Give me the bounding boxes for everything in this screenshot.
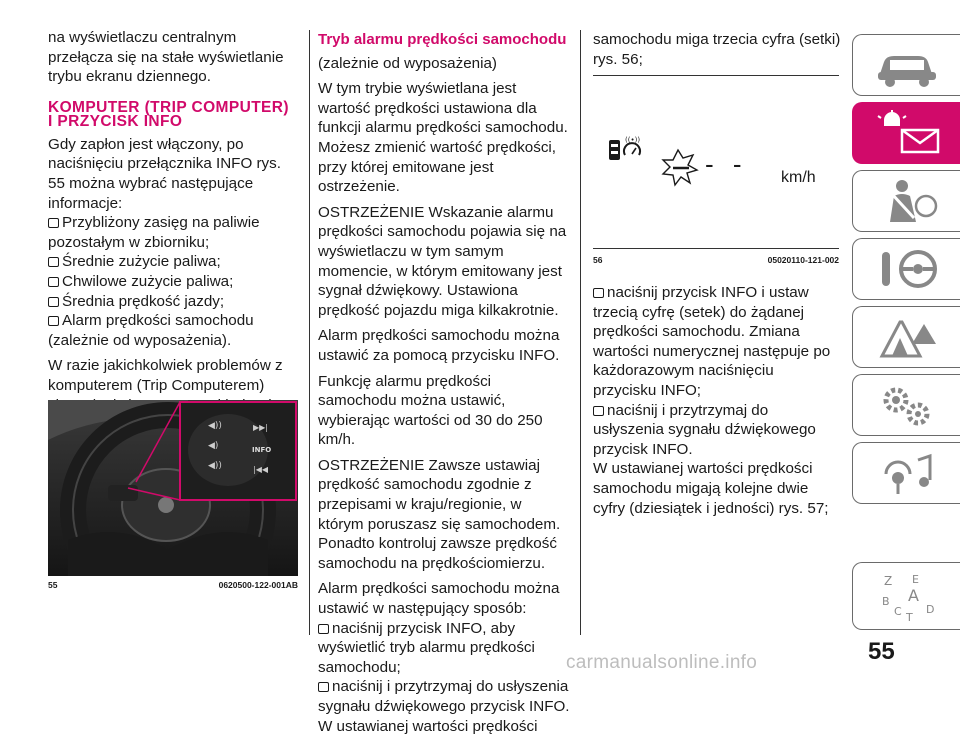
list-item: naciśnij i przytrzymaj do usłyszenia sygnału dźwiękowego przycisk INFO.: [318, 678, 570, 715]
bullet-icon: [48, 316, 59, 326]
steering-wheel-photo: [48, 400, 298, 576]
svg-text:◀)): ◀)): [208, 421, 222, 431]
svg-text:Z: Z: [883, 574, 892, 588]
figure-caption: [48, 580, 298, 590]
tab-maintenance[interactable]: [852, 374, 960, 436]
tab-multimedia[interactable]: [852, 442, 960, 504]
bullet-icon: [48, 277, 59, 287]
svg-text:C: C: [893, 605, 902, 618]
bullet-list: [593, 283, 841, 459]
bullet-icon: [318, 682, 329, 692]
figure-top-rule: [593, 75, 839, 76]
svg-text:B: B: [881, 595, 890, 608]
bullet-icon: [48, 218, 59, 228]
svg-text:E: E: [911, 573, 919, 586]
display-unit: km/h: [781, 169, 816, 186]
paragraph: Funkcję alarmu prędkości samochodu można ustawić, wybierając wartości od 30 do 250 km/h.: [318, 372, 543, 449]
svg-text:T: T: [905, 611, 913, 621]
index-letters-icon: [872, 571, 942, 621]
column-divider: [580, 30, 581, 635]
svg-text:|◀◀: |◀◀: [253, 465, 268, 474]
column-3: [593, 30, 841, 75]
steering-wheel-icon: [872, 246, 942, 292]
bullet-icon: [48, 257, 59, 267]
figure-code: 05020110-121-002: [767, 255, 839, 265]
svg-text:A: A: [907, 586, 919, 605]
paragraph: Gdy zapłon jest włączony, po naciśnięciu przełącznika INFO rys. 55 można wybrać następujące informacje:: [48, 135, 281, 212]
info-button-label: INFO: [252, 446, 272, 454]
column-divider: [309, 30, 310, 635]
svg-text:◀)): ◀)): [208, 461, 222, 471]
figure-caption: [593, 255, 839, 265]
display-dashes: - -: [705, 149, 748, 179]
paragraph: W tym trybie wyświetlana jest wartość prędkości ustawiona dla funkcji alarmu prędkości samochodu. Możesz zmienić wartość prędkości, przy której emitowane jest ostrzeżenie.: [318, 80, 568, 196]
paragraph: (zależnie od wyposażenia): [318, 54, 497, 72]
warning-paragraph: OSTRZEŻENIE Wskazanie alarmu prędkości samochodu pojawia się na wyświetlaczu w tym samym momencie, w którym emitowany jest sygnał dźwiękowy. Ustawiona prędkość pojazdu miga kilkakrotnie.: [318, 203, 567, 319]
warning-light-icon: [872, 110, 942, 156]
speed-alarm-icon: [609, 136, 640, 160]
subsection-heading: Tryb alarmu prędkości samochodu: [318, 31, 567, 48]
media-icon: [872, 450, 942, 496]
watermark: carmanualsonline.info: [566, 652, 758, 673]
figure-number: 55: [48, 580, 58, 590]
road-warning-icon: [872, 314, 942, 360]
figure-steering-wheel: [48, 400, 298, 576]
list-item: naciśnij przycisk INFO i ustaw trzecią cyfrę (setek) do żądanej prędkości samochodu. Zmiana wartości numerycznej następuje po każdorazowym naciśnięciu przycisku INFO;: [593, 284, 831, 399]
list-item: Chwilowe zużycie paliwa;: [48, 272, 298, 292]
list-item: naciśnij i przytrzymaj do usłyszenia sygnału dźwiękowego przycisk INFO.: [593, 401, 816, 458]
figure-code: 0620500-122-001AB: [218, 580, 298, 590]
tab-safety[interactable]: [852, 170, 960, 232]
gears-icon: [872, 382, 942, 428]
bullet-icon: [593, 406, 604, 416]
tab-vehicle[interactable]: [852, 34, 960, 96]
paragraph: samochodu miga trzecia cyfra (setki) rys. 56;: [593, 31, 841, 68]
svg-text:◀): ◀): [208, 441, 219, 451]
paragraph: W razie jakichkolwiek problemów z komputerem (Trip Computerem): [48, 357, 283, 394]
paragraph: Alarm prędkości samochodu można ustawić za pomocą przycisku INFO.: [318, 327, 560, 364]
tab-index[interactable]: [852, 562, 960, 630]
figure-speed-alarm-display: [593, 110, 839, 245]
intro-paragraph: na wyświetlaczu centralnym przełącza się na stałe wyświetlanie trybu ekranu dziennego.: [48, 29, 284, 86]
page-number: 55: [868, 638, 895, 665]
list-item: naciśnij przycisk INFO, aby wyświetlić tryb alarmu prędkości samochodu;: [318, 619, 535, 676]
column-2: [318, 30, 570, 742]
bullet-icon: [593, 288, 604, 298]
list-item: Alarm prędkości samochodu (zależnie od wyposażenia).: [48, 312, 254, 349]
bullet-list: [318, 619, 570, 717]
column-1: [48, 28, 298, 421]
tab-emergency[interactable]: [852, 306, 960, 368]
blinking-digit-icon: [663, 150, 697, 185]
section-heading: KOMPUTER (TRIP COMPUTER) I PRZYCISK INFO: [48, 98, 289, 130]
car-icon: [872, 42, 942, 88]
svg-text:▶▶|: ▶▶|: [253, 423, 268, 432]
list-item: Średnia prędkość jazdy;: [48, 292, 298, 312]
bullet-icon: [318, 624, 329, 634]
paragraph: W ustawianej wartości prędkości samochodu migają kolejne dwie cyfry (dziesiątek i jedności) rys. 57;: [593, 460, 829, 517]
list-item: Przybliżony zasięg na paliwie pozostałym w zbiorniku;: [48, 214, 260, 251]
list-item: Średnie zużycie paliwa;: [48, 252, 298, 272]
figure-bottom-rule: [593, 248, 839, 249]
svg-text:((•)): ((•)): [625, 136, 641, 144]
tab-dashboard[interactable]: [852, 102, 960, 164]
figure-number: 56: [593, 255, 603, 265]
bullet-list: [48, 213, 298, 350]
svg-text:D: D: [925, 603, 934, 616]
bullet-icon: [48, 297, 59, 307]
column-3-continued: [593, 283, 841, 524]
paragraph: Alarm prędkości samochodu można ustawić w następujący sposób:: [318, 580, 560, 618]
seatbelt-icon: [872, 178, 942, 224]
paragraph: W ustawianej wartości prędkości: [318, 717, 538, 735]
tab-starting[interactable]: [852, 238, 960, 300]
warning-paragraph: OSTRZEŻENIE Zawsze ustawiaj prędkość samochodu zgodnie z przepisami w kraju/regionie, w którym poruszasz się samochodem. Ponadto kontroluj zawsze prędkość samochodu na prędkościomierzu.: [318, 456, 561, 572]
